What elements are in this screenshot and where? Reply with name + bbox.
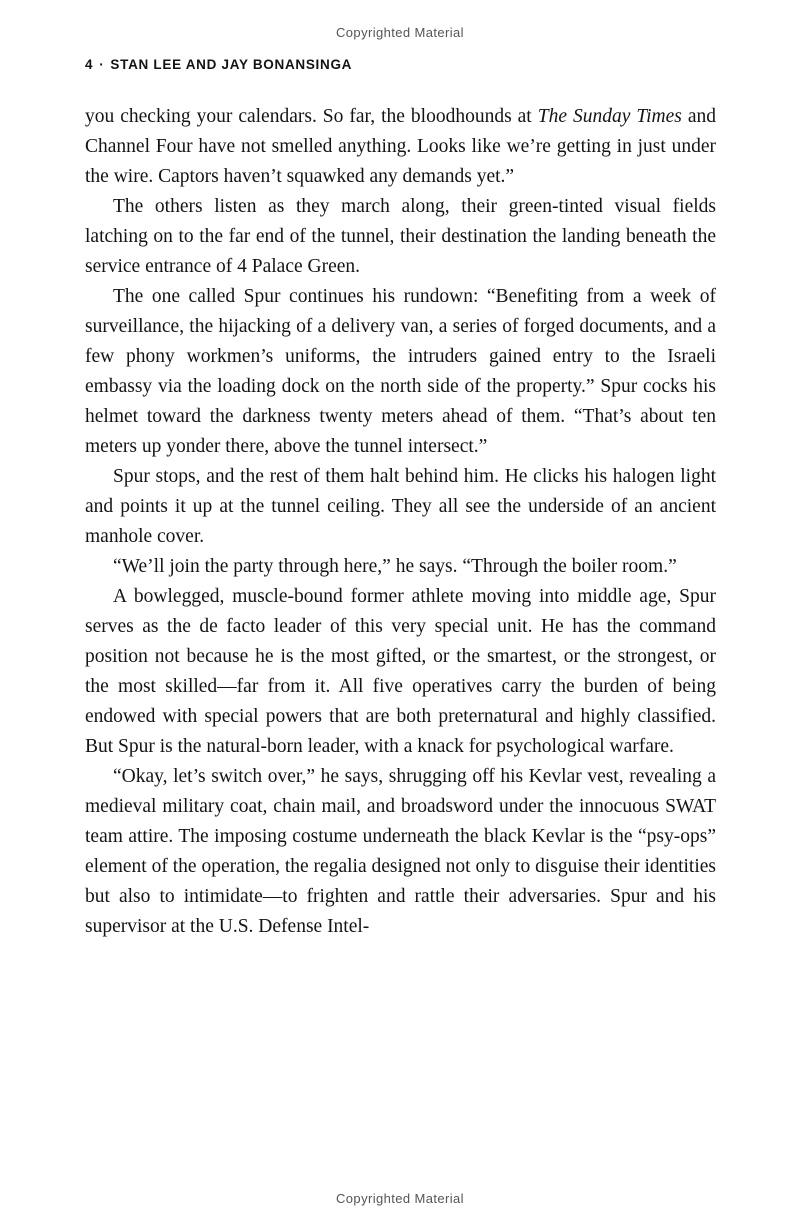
text-run: A bowlegged, muscle-bound former athlete moving into middle age, Spur serves as the de facto leader of this very special unit. He has the command position not because he is the most gifted, or the smartest, or the strongest, or the most skilled—far from it. All five operatives carry the burden of being endowed with special powers that are both preternatural and highly classified. But Spur is the natural-born leader, with a knack for psychological warfare.: [85, 586, 716, 757]
body-paragraph: [85, 462, 716, 552]
text-run: The others listen as they march along, their green-tinted visual fields latching on to the far end of the tunnel, their destination the landing beneath the service entrance of 4 Palace Green.: [85, 196, 716, 277]
page-body: [85, 102, 716, 942]
copyright-notice-top: Copyrighted Material: [336, 25, 464, 40]
body-paragraph: [85, 282, 716, 462]
italic-text-run: The Sunday Times: [537, 106, 682, 127]
body-paragraph: [85, 582, 716, 762]
body-paragraph: [85, 762, 716, 942]
text-run: “Okay, let’s switch over,” he says, shrugging off his Kevlar vest, revealing a medieval military coat, chain mail, and broadsword under the innocuous SWAT team attire. The imposing costume underneath the black Kevlar is the “psy-ops” element of the operation, the regalia designed not only to disguise their identities but also to intimidate—to frighten and rattle their adversaries. Spur and his supervisor at the U.S. Defense Intel-: [85, 766, 716, 937]
text-run: “We’ll join the party through here,” he says. “Through the boiler room.”: [113, 556, 677, 577]
body-paragraph: [85, 192, 716, 282]
running-header: [85, 57, 715, 72]
text-run: you checking your calendars. So far, the bloodhounds at: [85, 106, 538, 127]
header-authors: STAN LEE AND JAY BONANSINGA: [110, 57, 353, 72]
copyright-notice-bottom: Copyrighted Material: [336, 1191, 464, 1206]
text-run: Spur stops, and the rest of them halt behind him. He clicks his halogen light and points it up at the tunnel ceiling. They all see the underside of an ancient manhole cover.: [85, 466, 716, 547]
text-run: and Channel Four have not smelled anything. Looks like we’re getting in just under the wire. Captors haven’t squawked any demands yet.”: [85, 106, 716, 187]
header-separator: ·: [99, 57, 105, 72]
page-number: 4: [85, 57, 94, 72]
body-paragraph: [85, 552, 716, 582]
body-paragraph: [85, 102, 716, 192]
text-run: The one called Spur continues his rundown: “Benefiting from a week of surveillance, the hijacking of a delivery van, a series of forged documents, and a few phony workmen’s uniforms, the intruders gained entry to the Israeli embassy via the loading dock on the north side of the property.” Spur cocks his helmet toward the darkness twenty meters ahead of them. “That’s about ten meters up yonder there, above the tunnel intersect.”: [85, 286, 716, 457]
